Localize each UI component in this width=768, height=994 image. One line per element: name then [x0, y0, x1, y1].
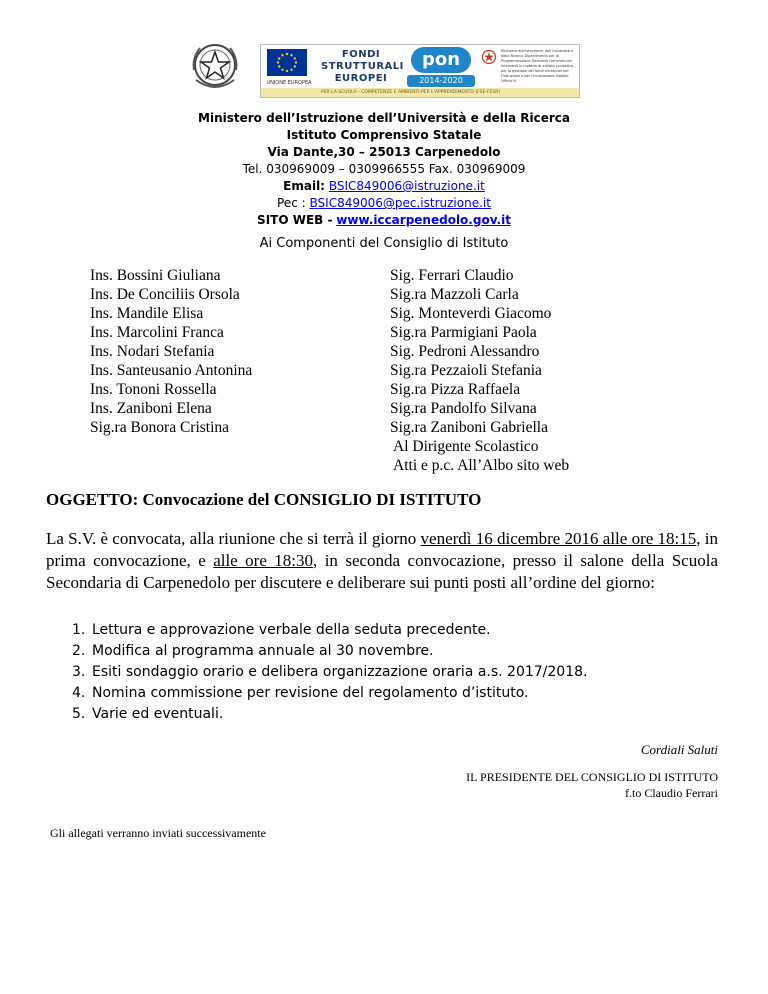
pon-logo: pon	[411, 47, 471, 73]
subject-line: OGGETTO: Convocazione del CONSIGLIO DI ISTITUTO	[46, 490, 482, 509]
agenda-number: 1.	[72, 622, 86, 638]
president-signature-block	[466, 769, 718, 801]
institution-header	[0, 110, 768, 229]
recipient: Sig.ra Zaniboni Gabriella	[390, 419, 548, 436]
recipient: Atti e p.c. All’Albo sito web	[390, 457, 570, 474]
school-address: Via Dante,30 – 25013 Carpenedolo	[267, 145, 501, 159]
agenda-item	[72, 620, 587, 641]
recipients-title: Ai Componenti del Consiglio di Istituto	[259, 236, 509, 251]
convocation-body	[46, 528, 718, 594]
school-name: Istituto Comprensivo Statale	[286, 128, 482, 142]
second-convocation-time: alle ore 18:30	[213, 551, 314, 570]
recipient: Ins. Tononi Rossella	[90, 381, 217, 398]
pec-label: Pec :	[277, 196, 306, 210]
recipient: Ins. Santeusanio Antonina	[90, 362, 253, 379]
pec-line	[0, 195, 768, 212]
agenda-item	[72, 662, 587, 683]
website-link[interactable]: www.iccarpenedolo.gov.it	[336, 213, 511, 227]
president-title: IL PRESIDENTE DEL CONSIGLIO DI ISTITUTO	[466, 770, 718, 784]
recipient: Sig.ra Bonora Cristina	[90, 419, 230, 436]
agenda-text: Modifica al programma annuale al 30 novembre.	[92, 643, 434, 659]
recipients-left-column	[90, 266, 252, 437]
recipient: Ins. De Conciliis Orsola	[90, 286, 240, 303]
agenda-item	[72, 683, 587, 704]
ministry-small-text: Ministero dell'Istruzione, dell'Università e della Ricerca Dipartimento per la Programmazione Direzione Generale per interventi in materia di edilizia scolastica, per la gestione dei fondi strutturali per l'istruzione e per l'innovazione digitale Ufficio IV	[501, 49, 575, 83]
body-part1: La S.V. è convocata, alla riunione che si terrà il giorno	[46, 529, 421, 548]
body-part3: , in seconda convocazione, presso il salone della Scuola Secondaria di Carpenedolo per discutere e deliberare sui punti posti all’ordine del giorno:	[46, 551, 718, 592]
agenda-text: Esiti sondaggio orario e delibera organizzazione oraria a.s. 2017/2018.	[92, 664, 588, 680]
recipient: Sig.ra Pezzaioli Stefania	[390, 362, 542, 379]
agenda-text: Varie ed eventuali.	[92, 706, 224, 722]
email-line	[0, 178, 768, 195]
recipient: Ins. Bossini Giuliana	[90, 267, 221, 284]
eu-flag-icon	[267, 49, 307, 76]
recipient: Ins. Nodari Stefania	[90, 343, 215, 360]
fondi-line2: STRUTTURALI	[321, 61, 404, 72]
ministry-name: Ministero dell’Istruzione dell’Università e della Ricerca	[198, 111, 570, 125]
pon-stripe: PER LA SCUOLA - COMPETENZE E AMBIENTI PER L'APPRENDIMENTO (FSE-FESR)	[261, 88, 579, 97]
recipient: Ins. Zaniboni Elena	[90, 400, 212, 417]
recipient: Al Dirigente Scolastico	[390, 438, 539, 455]
agenda-text: Lettura e approvazione verbale della seduta precedente.	[92, 622, 491, 638]
agenda-number: 2.	[72, 643, 86, 659]
agenda-item	[72, 704, 587, 725]
recipient: Sig.ra Mazzoli Carla	[390, 286, 519, 303]
recipient: Sig.ra Pizza Raffaela	[390, 381, 521, 398]
agenda-number: 5.	[72, 706, 86, 722]
pec-link[interactable]: BSIC849006@pec.istruzione.it	[309, 196, 491, 210]
email-label: Email:	[283, 179, 325, 193]
recipient: Sig.ra Parmigiani Paola	[390, 324, 537, 341]
agenda-list	[72, 620, 587, 725]
agenda-text: Nomina commissione per revisione del regolamento d’istituto.	[92, 685, 529, 701]
website-label: SITO WEB -	[257, 213, 333, 227]
agenda-number: 4.	[72, 685, 86, 701]
agenda-number: 3.	[72, 664, 86, 680]
agenda-item	[72, 641, 587, 662]
website-line	[0, 212, 768, 229]
recipient: Sig.ra Pandolfo Silvana	[390, 400, 537, 417]
recipient: Sig. Monteverdi Giacomo	[390, 305, 552, 322]
fondi-strutturali-logo	[321, 49, 404, 85]
recipient: Ins. Mandile Elisa	[90, 305, 204, 322]
recipients-right-column	[390, 266, 569, 475]
ministry-emblem-icon	[481, 49, 497, 67]
recipient: Sig. Pedroni Alessandro	[390, 343, 540, 360]
recipient: Ins. Marcolini Franca	[90, 324, 224, 341]
eu-caption: UNIONE EUROPEA	[266, 80, 312, 86]
recipient: Sig. Ferrari Claudio	[390, 267, 514, 284]
president-signature: f.to Claudio Ferrari	[625, 786, 718, 800]
meeting-date-time: venerdì 16 dicembre 2016 alle ore 18:15	[420, 529, 697, 548]
body-part2: , in prima convocazione, e	[46, 529, 718, 570]
fondi-line1: FONDI	[341, 49, 381, 60]
pon-years: 2014-2020	[407, 75, 475, 87]
fondi-line3: EUROPEI	[334, 73, 388, 84]
email-link[interactable]: BSIC849006@istruzione.it	[328, 179, 485, 193]
italian-republic-emblem-icon	[190, 40, 240, 94]
attachments-note: Gli allegati verranno inviati successivamente	[50, 826, 266, 840]
pon-banner	[260, 44, 580, 98]
school-phone: Tel. 030969009 – 0309966555 Fax. 030969009	[242, 162, 526, 176]
closing-greeting: Cordiali Saluti	[640, 742, 718, 757]
